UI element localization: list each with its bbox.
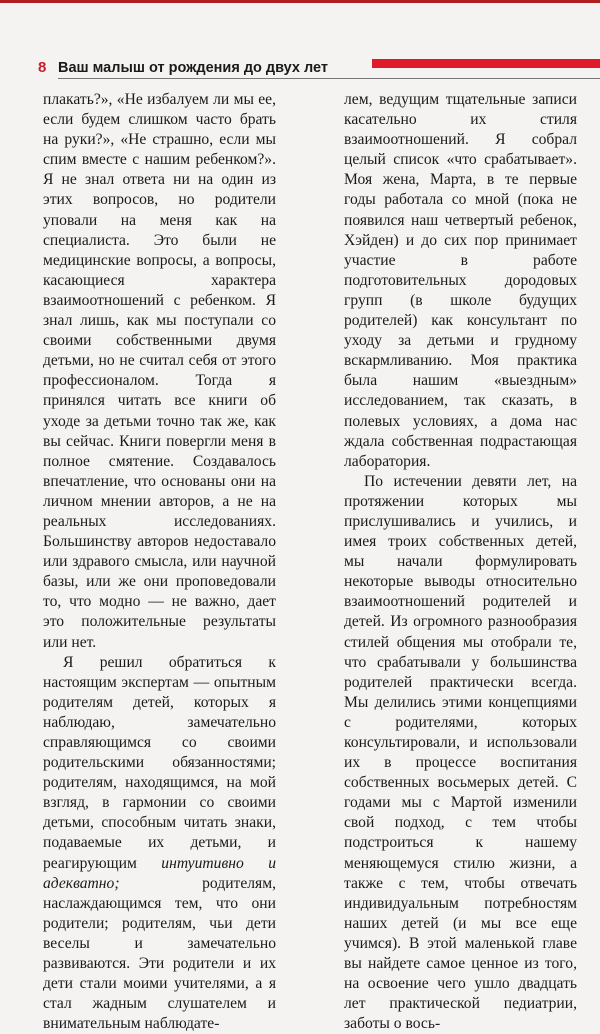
left-paragraph-2-part-b: родителям, наслаждающимся тем, что они родители; родителям, чьи дети веселы и замечательно развиваются. Эти родители и их дети стали моими учителями, а я стал жадным слушателем и внимательным наблюдате- bbox=[43, 874, 276, 1033]
running-title: Ваш малыш от рождения до двух лет bbox=[58, 60, 328, 76]
header-accent-bar bbox=[372, 59, 600, 68]
page-header bbox=[38, 58, 600, 80]
right-text-column bbox=[344, 90, 577, 1034]
header-rule bbox=[58, 78, 600, 79]
left-text-column bbox=[43, 90, 276, 1034]
left-paragraph-2-part-a: Я решил обратиться к настоящим экспертам — опытным родителям детей, которых я наблюдаю, замечательно справляющимся со своими родительскими обязанностями; родителям, находящимся, на мой взгляд, в гармонии со своими детьми, способным читать знаки, подаваемые их детьми, и реагирующим bbox=[43, 653, 276, 872]
right-paragraph-2: По истечении девяти лет, на протяжении которых мы прислушивались и учились, и имея троих собственных детей, мы начали формулировать некоторые выводы относительно взаимоотношений родителей и детей. Из огромного разнообразия стилей общения мы отобрали те, что срабатывали у большинства родителей практически всегда. Мы делились этими концепциями с родителями, которых консультировали, и использовали их в процессе воспитания собственных восьмерых детей. С годами мы с Мартой изменили свой подход, с тем чтобы подстроиться к нашему меняющемуся стилю жизни, а также с тем, чтобы отвечать индивидуальным потребностям наших детей (и мы все еще учимся). В этой маленькой главе вы найдете самое ценное из того, на освоение чего ушло двадцать лет практической педиатрии, заботы о вось- bbox=[344, 472, 577, 1033]
page-number: 8 bbox=[38, 59, 47, 76]
right-paragraph-1: лем, ведущим тщательные записи касательно их стиля взаимоотношений. Я собрал целый список «что срабатывает». Моя жена, Марта, в те первые годы работала со мной (пока не появился наш четвертый ребенок, Хэйден) и до сих пор принимает участие в работе подготовительных дородовых групп (в школе будущих родителей) как консультант по уходу за детьми и грудному вскармливанию. Моя практика была нашим «выездным» исследованием, так сказать, в полевых условиях, а дома нас ждала собственная подрастающая лаборатория. bbox=[344, 91, 577, 470]
left-paragraph-2-emphasis: интуитивно и адекватно; bbox=[43, 854, 276, 892]
top-edge-stripe bbox=[0, 0, 600, 3]
left-paragraph-1: плакать?», «Не избалуем ли мы ее, если будем слишком часто брать на руки?», «Не страшно, если мы спим вместе с нашим ребенком?». Я не знал ответа ни на один из этих вопросов, но родители уповали на меня как на специалиста. Это были не медицинские вопросы, а вопросы, касающиеся характера взаимоотношений с ребенком. Я знал лишь, как мы поступали со своими собственными двумя детьми, но не считал себя от этого профессионалом. Тогда я принялся читать все книги об уходе за детьми точно так же, как вы сейчас. Книги повергли меня в полное смятение. Создавалось впечатление, что основаны они на личном мнении авторов, а не на реальных исследованиях. Большинству авторов недоставало или здравого смысла, или научной базы, или же они проповедовали то, что модно — не важно, дает это положительные результаты или нет. bbox=[43, 91, 276, 651]
left-paragraph-2 bbox=[43, 653, 276, 1034]
